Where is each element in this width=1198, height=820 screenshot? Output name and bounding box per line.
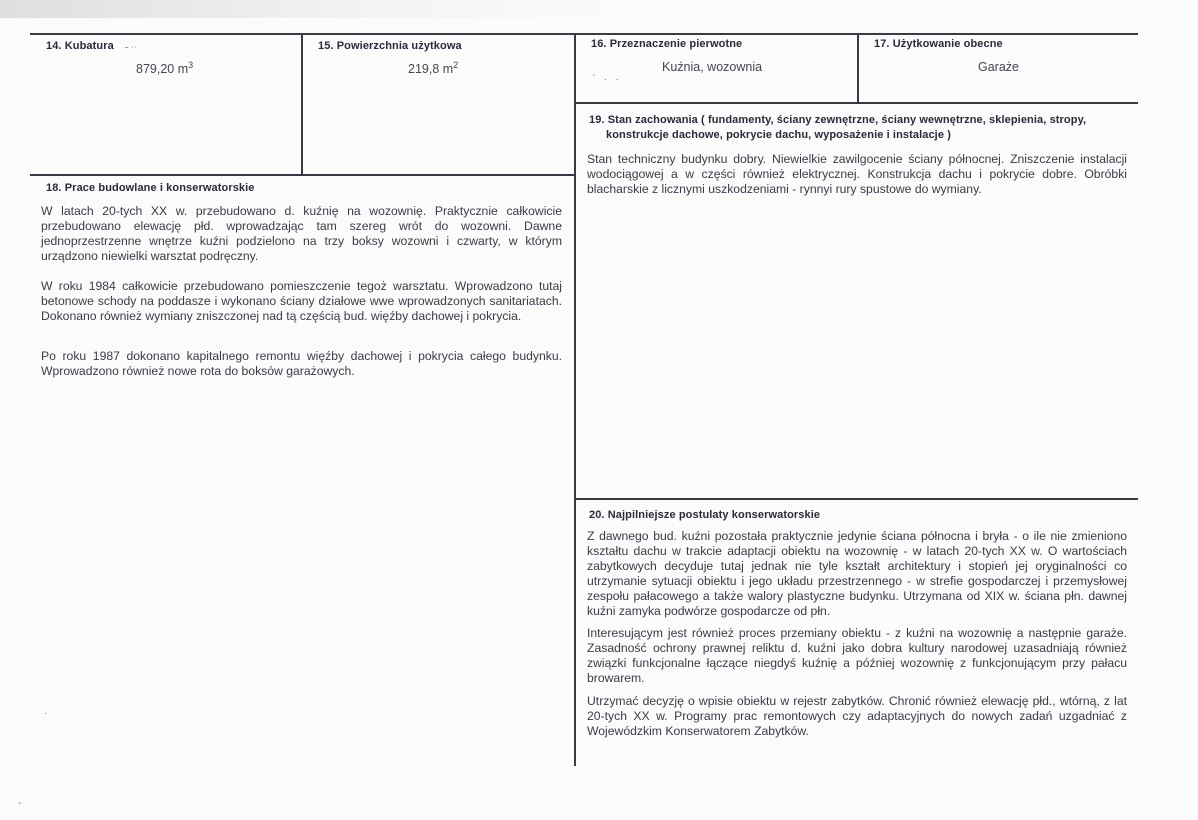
field-20-paragraph-1: Z dawnego bud. kuźni pozostała praktycznie jedynie ściana północna i bryła - o ile nie zmieniono kształtu dachu w trakcie adaptacji obiektu na wozownię - w latach 20-tych XX w. O wartościach zabytkowych decyduje tutaj jednak nie tyle kształt architektury i stopień jej oryginalności co utrzymanie sytuacji obiektu i jego układu przestrzennego - w strefie gospodarczej i przemysłowej zespołu pałacowego a także walory plastyczne budynku. Utrzymana od XIX w. ściana płn. dawnej kuźni zamyka podwórze gospodarcze od płn. xyxy=(587,529,1127,618)
line-above-20 xyxy=(575,498,1138,500)
field-15-label: 15. Powierzchnia użytkowa xyxy=(318,40,462,52)
cubature-unit-exponent: 3 xyxy=(188,60,194,70)
field-18-paragraph-2: W roku 1984 całkowicie przebudowano pomieszczenie tegoż warsztatu. Wprowadzono tutaj betonowe schody na poddasze i wykonano ściany działowe wwe wprowadzonych sanitariatach. Dokonano również wymiany zniszczonej nad tą częścią bud. więźby dachowej i pokrycia. xyxy=(41,279,562,323)
scan-speck: ˜ ˙˙ xyxy=(125,46,138,57)
line-below-16-17 xyxy=(575,102,1138,104)
field-14-label: 14. Kubatura xyxy=(46,40,114,52)
field-14-value xyxy=(136,60,193,76)
center-divider xyxy=(574,33,576,766)
divider-16-17 xyxy=(857,33,859,103)
scan-speck-3: · xyxy=(44,708,48,719)
field-17-label: 17. Użytkowanie obecne xyxy=(874,38,1003,50)
area-unit-exponent: 2 xyxy=(453,60,459,70)
field-20-paragraph-3: Utrzymać decyzję o wpisie obiektu w rejestr zabytków. Chronić również elewację płd., wtórną, z lat 20-tych XX w. Programy prac remontowych czy adaptacyjnych do nowych zadań uzgadniać z Wojewódzkim Konserwatorem Zabytków. xyxy=(587,694,1127,738)
field-17-value: Garaże xyxy=(978,60,1019,74)
field-19-label-line2: konstrukcje dachowe, pokrycie dachu, wyposażenie i instalacje ) xyxy=(606,129,951,141)
scan-shadow xyxy=(0,0,620,18)
field-20-paragraph-2: Interesującym jest również proces przemiany obiektu - z kuźni na wozownię a następnie garaże. Zasadność ochrony prawnej reliktu d. kuźni jako dobra kultury narodowej uzasadniają również związki funkcjonalne łączące niegdyś kuźnię a później wozownię z funkcjonującym przy pałacu browarem. xyxy=(587,626,1127,685)
field-19-paragraph-1: Stan techniczny budynku dobry. Niewielkie zawilgocenie ściany północnej. Zniszczenie instalacji wodociągowej a w części również elektrycznej. Konstrukcja dachu i pokrycie dobre. Obróbki blacharskie z licznymi uszkodzeniami - rynnyi rury spustowe do wymiany. xyxy=(587,152,1127,196)
scan-speck-4: - xyxy=(18,798,22,809)
line-above-18 xyxy=(30,174,575,176)
field-18-paragraph-3: Po roku 1987 dokonano kapitalnego remontu więźby dachowej i pokrycia całego budynku. Wprowadzono również nowe rota do boksów garażowych. xyxy=(41,349,562,378)
field-18-label: 18. Prace budowlane i konserwatorskie xyxy=(46,182,255,194)
area-value: 219,8 m xyxy=(408,62,454,77)
field-19-label-line1: 19. Stan zachowania ( fundamenty, ściany zewnętrzne, ściany wewnętrzne, sklepienia, stropy, xyxy=(589,114,1087,126)
field-15-value xyxy=(408,60,458,76)
field-16-label: 16. Przeznaczenie pierwotne xyxy=(591,38,743,50)
field-16-value: Kuźnia, wozownia xyxy=(662,60,763,74)
scan-speck-2: ˊ · · xyxy=(592,74,619,85)
cubature-value: 879,20 m xyxy=(136,62,189,77)
field-20-label: 20. Najpilniejsze postulaty konserwatorskie xyxy=(589,509,821,521)
top-border xyxy=(30,33,1138,35)
field-18-paragraph-1: W latach 20-tych XX w. przebudowano d. kuźnię na wozownię. Praktycznie całkowicie przebudowano elewację płd. wprowadzając tam szereg wrót do wozowni. Dawne jednoprzestrzenne wnętrze kuźni podzielono na trzy boksy wozowni i czwarty, w którym urządzono niewielki warsztat podręczny. xyxy=(41,204,562,263)
divider-14-15 xyxy=(301,33,303,175)
